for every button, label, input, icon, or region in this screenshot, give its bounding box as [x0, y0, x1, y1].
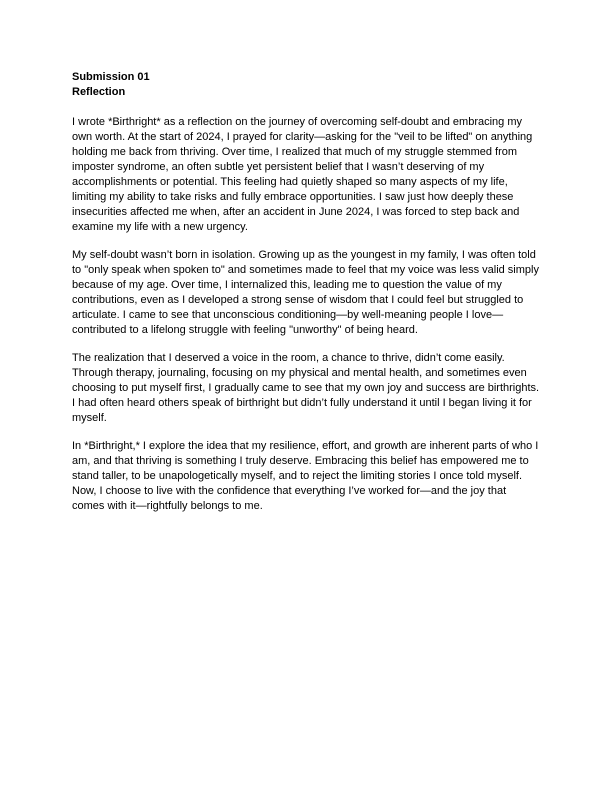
paragraph: In *Birthright,* I explore the idea that my resilience, effort, and growth are inherent parts of who I am, and that thriving is something I truly deserve. Embracing this belief has empowered me to stand taller, to be unapologetically myself, and to reject the limiting stories I once told myself. Now, I choose to live with the confidence that everything I’ve worked for—and the joy that comes with it—rightfully belongs to me. [72, 440, 539, 512]
paragraph: The realization that I deserved a voice in the room, a chance to thrive, didn’t come easily. Through therapy, journaling, focusing on my physical and mental health, and sometimes even choosing to put myself first, I gradually came to see that my own joy and success are birthrights. I had often heard others speak of birthright but didn’t fully understand it until I began living it for myself. [72, 352, 540, 424]
submission-number-heading: Submission 01 [72, 71, 150, 83]
paragraph-list [72, 115, 540, 514]
document-heading [72, 70, 540, 100]
paragraph: I wrote *Birthright* as a reflection on the journey of overcoming self-doubt and embracing my own worth. At the start of 2024, I prayed for clarity—asking for the "veil to be lifted" on anything holding me back from thriving. Over time, I realized that much of my struggle stemmed from imposter syndrome, an often subtle yet persistent belief that I wasn’t deserving of my accomplishments or potential. This feeling had quietly shaped so many aspects of my life, limiting my ability to take risks and fully embrace opportunities. I saw just how deeply these insecurities affected me when, after an accident in June 2024, I was forced to step back and examine my life with a new urgency. [72, 116, 533, 233]
document-content [72, 70, 540, 527]
paragraph: My self-doubt wasn’t born in isolation. Growing up as the youngest in my family, I was often told to "only speak when spoken to" and sometimes made to feel that my voice was less valid simply because of my age. Over time, I internalized this, leading me to question the value of my contributions, even as I developed a strong sense of wisdom that I could feel but struggled to articulate. I came to see that unconscious conditioning—by well-meaning people I love—contributed to a lifelong struggle with feeling "unworthy" of being heard. [72, 249, 539, 336]
reflection-heading: Reflection [72, 86, 126, 98]
